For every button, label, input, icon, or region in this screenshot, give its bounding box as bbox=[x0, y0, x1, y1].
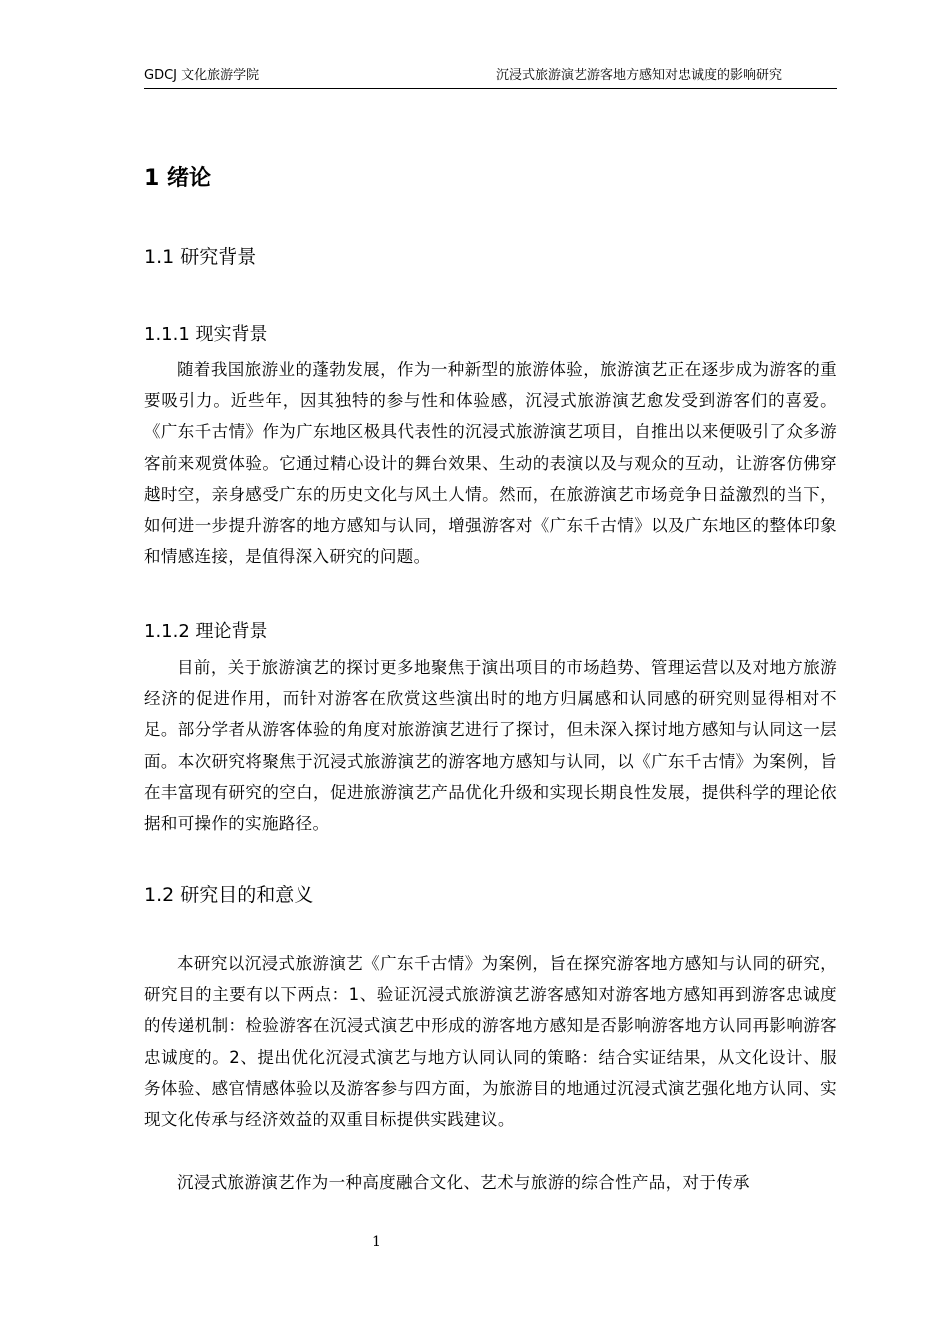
paragraph-theoretical-background: 目前，关于旅游演艺的探讨更多地聚焦于演出项目的市场趋势、管理运营以及对地方旅游经济的促进作用，而针对游客在欣赏这些演出时的地方归属感和认同感的研究则显得相对不足。部分学者从游客体验的角度对旅游演艺进行了探讨，但未深入探讨地方感知与认同这一层面。本次研究将聚焦于沉浸式旅游演艺的游客地方感知与认同，以《广东千古情》为案例，旨在丰富现有研究的空白，促进旅游演艺产品优化升级和实现长期良性发展，提供科学的理论依据和可操作的实施路径。 bbox=[144, 658, 837, 834]
page-number: 1 bbox=[372, 1234, 381, 1250]
paragraph-research-purpose: 本研究以沉浸式旅游演艺《广东千古情》为案例，旨在探究游客地方感知与认同的研究，研究目的主要有以下两点：1、验证沉浸式旅游演艺游客感知对游客地方感知再到游客忠诚度的传递机制：检验游客在沉浸式演艺中形成的游客地方感知是否影响游客地方认同再影响游客忠诚度的。2、提出优化沉浸式演艺与地方认同认同的策略：结合实证结果，从文化设计、服务体验、感官情感体验以及游客参与四方面，为旅游目的地通过沉浸式演艺强化地方认同、实现文化传承与经济效益的双重目标提供实践建议。 bbox=[144, 954, 837, 1130]
header-thesis-title: 沉浸式旅游演艺游客地方感知对忠诚度的影响研究 bbox=[495, 68, 782, 83]
header-institution: GDCJ 文化旅游学院 bbox=[144, 68, 260, 83]
page-header bbox=[144, 68, 837, 89]
subsection-heading-1-1-1: 1.1.1 现实背景 bbox=[144, 324, 268, 345]
section-heading-1-1: 1.1 研究背景 bbox=[144, 246, 257, 268]
paragraph-research-significance: 沉浸式旅游演艺作为一种高度融合文化、艺术与旅游的综合性产品，对于传承 bbox=[177, 1173, 750, 1192]
subsection-heading-1-1-2: 1.1.2 理论背景 bbox=[144, 621, 268, 642]
chapter-title: 1 绪论 bbox=[144, 166, 211, 191]
paragraph-practical-background: 随着我国旅游业的蓬勃发展，作为一种新型的旅游体验，旅游演艺正在逐步成为游客的重要吸引力。近些年，因其独特的参与性和体验感，沉浸式旅游演艺愈发受到游客们的喜爱。《广东千古情》作为广东地区极具代表性的沉浸式旅游演艺项目，自推出以来便吸引了众多游客前来观赏体验。它通过精心设计的舞台效果、生动的表演以及与观众的互动，让游客仿佛穿越时空，亲身感受广东的历史文化与风土人情。然而，在旅游演艺市场竞争日益激烈的当下，如何进一步提升游客的地方感知与认同，增强游客对《广东千古情》以及广东地区的整体印象和情感连接，是值得深入研究的问题。 bbox=[144, 360, 837, 567]
section-heading-1-2: 1.2 研究目的和意义 bbox=[144, 884, 314, 906]
